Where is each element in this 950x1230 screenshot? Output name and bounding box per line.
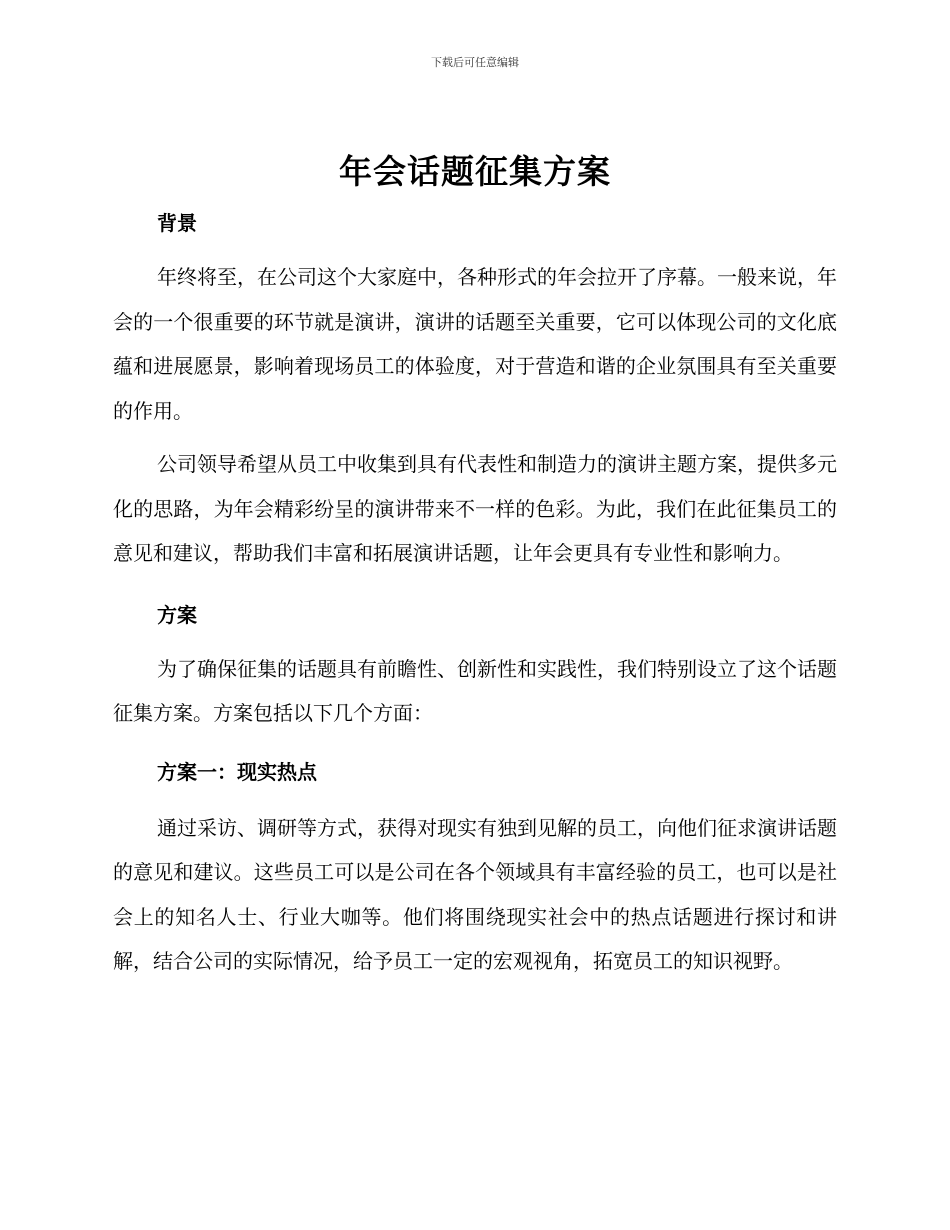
- paragraph-plan-1: 为了确保征集的话题具有前瞻性、创新性和实践性，我们特别设立了这个话题征集方案。方案包括以下几个方面：: [113, 656, 837, 725]
- document-title: 年会话题征集方案: [339, 152, 611, 191]
- paragraph-background-2: 公司领导希望从员工中收集到具有代表性和制造力的演讲主题方案，提供多元化的思路，为年会精彩纷呈的演讲带来不一样的色彩。为此，我们在此征集员工的意见和建议，帮助我们丰富和拓展演讲话题，让年会更具有专业性和影响力。: [113, 452, 837, 565]
- section-heading-background: 背景: [157, 211, 197, 235]
- header-note: 下载后可任意编辑: [431, 56, 519, 69]
- section-heading-plan: 方案: [157, 602, 197, 627]
- paragraph-plan-one-1: 通过采访、调研等方式，获得对现实有独到见解的员工，向他们征求演讲话题的意见和建议。这些员工可以是公司在各个领域具有丰富经验的员工，也可以是社会上的知名人士、行业大咖等。他们将围绕现实社会中的热点话题进行探讨和讲解，结合公司的实际情况，给予员工一定的宏观视角，拓宽员工的知识视野。: [113, 815, 837, 973]
- document-body: [113, 203, 837, 984]
- section-heading-plan-one: 方案一：现实热点: [157, 759, 317, 784]
- paragraph-background-1: 年终将至，在公司这个大家庭中，各种形式的年会拉开了序幕。一般来说，年会的一个很重要的环节就是演讲，演讲的话题至关重要，它可以体现公司的文化底蕴和进展愿景，影响着现场员工的体验度，对于营造和谐的企业氛围具有至关重要的作用。: [113, 265, 837, 423]
